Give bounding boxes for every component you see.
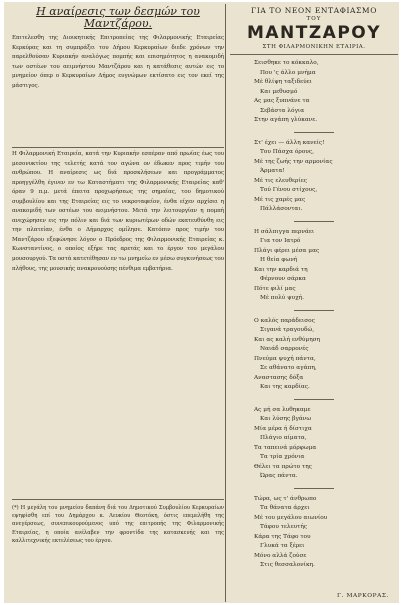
poem-verse: Ώρας πάντα. [260,473,298,479]
poem-header-line-2: ΤΟΥ [306,16,322,22]
stanza-divider [294,132,334,133]
poem-signature: Γ. ΜΑΡΚΟΡΑΣ. [336,593,389,599]
poem-verse: Φέρνουν σάρκα [260,276,306,282]
poem-verse: Η θεία φωνή [260,257,298,263]
poem-verse: Και ας καλή ενθύμηση [254,336,321,343]
poem-verse: Σεισθηκε το κόκκαλο, [254,60,319,66]
poem-verse: Σε αθάνατο αγάπη, [260,365,317,371]
poem-header [230,6,398,51]
poem-verse: Θέλει τα πρώτο της [254,463,312,470]
poem-verse: Για τον Ιατρό [260,238,301,244]
poem-verse: Που 'ς άλλο μνήμα [260,69,316,76]
poem-verse: Αναστασης δόξα [254,374,304,381]
poem-verse: Κάρα της Τάφο του [254,533,311,540]
poem-verse: Πνεύμα ψυχή πάντα, [254,355,316,362]
poem-verse: Του Πάσχα όρους, [260,149,314,155]
stanza-divider [294,399,334,400]
poem-verse: Μέ του μεγάλου αιωνίου [254,514,328,521]
poem-stanza [230,228,398,304]
footnote-divider [12,499,224,500]
poem-verse: Και την καρδιά τη [254,266,308,273]
poem-verse: Και μεθυσμό [260,88,298,95]
poem-verse: Στ' έχει — άλλη κανείς! [254,139,325,146]
poem-verse: Μέ πολύ ψυχή. [260,295,305,301]
poem-verse: Ας μή σα λυθηκαμε [254,406,311,413]
stanza-divider [294,488,334,489]
poem-verse: Μία μέρα ή δίστιχα [254,425,312,432]
article-footnote: (*) Η μεγάλη του μνημείου δαπάνη διά του Δημοτικού Συμβουλίου Κερκυραίων εψηφίσθη επί του Δημάρχου κ. Λευκίου Θεοτόκη, όστις επεμελήθη της ανεγέρσεως, συνεπικουρούμενος υπό της επιτροπής της Φιλαρμονικής Εταιρείας, η οποία ανέλαβεν την φροντίδα της κατασκευής και της καλλιτεχνικής εκτελέσεως του έργου. [12,505,224,544]
poem-verse: Γλυκά τα ξέρει [260,543,305,549]
poem-verse: Μέ τις χαρές μας [254,196,306,203]
poem-stanza [230,317,398,393]
poem-verse: Στις θεσσαλονίκη. [260,562,315,568]
poem-verse: Ναιάδ σαρρονές [260,346,309,352]
poem-verse: Ο καλός παράδεισος [254,317,315,324]
poem-verse: Πλάγι φέρει μέσα μας [254,247,320,254]
stanza-divider [294,221,334,222]
poem-verse: Σιγανά τραγουδώ, [260,327,315,333]
poem-verse: Στην αγάπη γλύκανε. [254,117,318,123]
column-rule [225,4,226,602]
article-paragraph-1: Επιτελεσθη της Διοικητικής Επιτροπείας της Φιλαρμονικής Εταιρείας Κερκύρας και τη συμπράξει του Δήμου Κερκυραίων διεδε χρόνων την παρελθούσαν Κυριακήν αναλόγως πομπής και επισημότητος η ανακομιδή των οστέων του αειμνήστου Μαντζάρου και η κατάθεσις αυτών εις το μνημείον όπερ ο Κερκυραίων Δήμος ευγνώμων εκτίσατο εις τον εκεί της μάστιγος. [12,35,224,89]
poem-header-line-1: ΓΙΑ ΤΟ ΝΕΟΝ ΕΝΤΑΦΙΑΣΜΟ [251,6,377,15]
poem-body [230,59,398,571]
poem-title: ΜΑΝΤΖΑΡΟΥ [246,23,382,43]
poem-verse: Μέ θλίψη ταξιδεύει [254,79,312,85]
poem-verse: Μέ της ζωής την αρμονίας [254,158,333,165]
poem-verse: Τα θάνατα άρχει [260,505,310,511]
poem-verse: Μέ τις ελευθερίες [254,177,307,184]
poem-verse: Και της καρδίας. [260,384,310,390]
left-column [12,6,224,550]
poem-verse: Τού Γένου στίχους, [260,187,318,193]
newspaper-clipping [4,2,399,603]
poem-verse: Τώρα, ως τ' άνθρωπο [254,495,317,502]
stanza-divider [294,310,334,311]
poem-verse: Τα τρία χρόνια [260,454,305,460]
poem-verse: Ας μας ξυπνάνε τα [254,98,310,104]
poem-verse: Τα ταπεινά μόρφωμα [254,444,317,451]
right-column [230,6,398,577]
poem-verse: Η σάλπιγγα περνάει [254,228,315,235]
poem-verse: Πλάγιο αίματα, [260,435,307,441]
poem-verse: Τάφου τελευτής [260,524,308,530]
header-rule [230,54,398,55]
poem-verse: Πότε φιλί μας [254,285,296,292]
poem-verse: Μόνο αλλά ζούσε [254,552,307,559]
article-title: Η αναίρεσις των δεσμών του Μαντζάρου. [36,5,200,30]
article-paragraph-2: Η Φιλαρμονική Εταιρεία, κατά την Κυριακήν εσπέραν από πρωίας έως του μεσονυκτίου της τελετής κατά τον αγώνα ον έδωκεν προς τιμήν του ανθρώπου. Η αναίρεσις ως διά προσκλήσεων και προγράμματος προηγγέλθη έγινεν εν τω Καταστήματι της Φιλαρμονικής Εταιρείας καθ' όραν 9 π.μ. μετά έπειτα προχωρήσεως της σημαίας, του δημοτικού συμβουλίου και της Εταιρείας εις το νεκροταφείον, ένθα είχεν αρχίσει η ανακομιδή των οστέων του αειμνήστου. Μετά την λειτουργίαν η πομπή ανεχώρησεν εις την πόλιν και διά των κυριωτέρων οδών εκατευθύνθη εις την πλατείαν, ένθα ο Δήμαρχος ομίλησε. Κατόπιν προς τιμήν του Μαντζάρου εξεφώνησε λόγον ο Πρόεδρος της Φιλαρμονικής Εταιρείας κ. Κωνσταντίνος, ο οποίος εξήρε τας αρετάς και το έργον του μεγάλου μουσουργού. Τα οστά κατετέθησαν εν τω μνημείω εν μέσω συγκινήσεως του πλήθους, της μουσικής ανακρουούσης πένθιμα εμβατήρια. [12,151,224,272]
poem-stanza [230,59,398,126]
poem-verse: Και λύσης βγάνω [260,416,312,422]
poem-stanza [230,495,398,571]
poem-stanza [230,139,398,215]
poem-verse: Άρματα! [260,168,285,174]
poem-verse: Σεβάστα λόγια [260,107,305,114]
poem-verse: Πάλλάσονται. [260,206,303,212]
poem-stanza [230,406,398,482]
paragraph-divider [12,147,224,148]
poem-dedication: ΣΤΗ ΦΙΛΑΡΜΟΝΙΚΗΝ ΕΤΑΙΡΙΑ. [262,44,366,50]
